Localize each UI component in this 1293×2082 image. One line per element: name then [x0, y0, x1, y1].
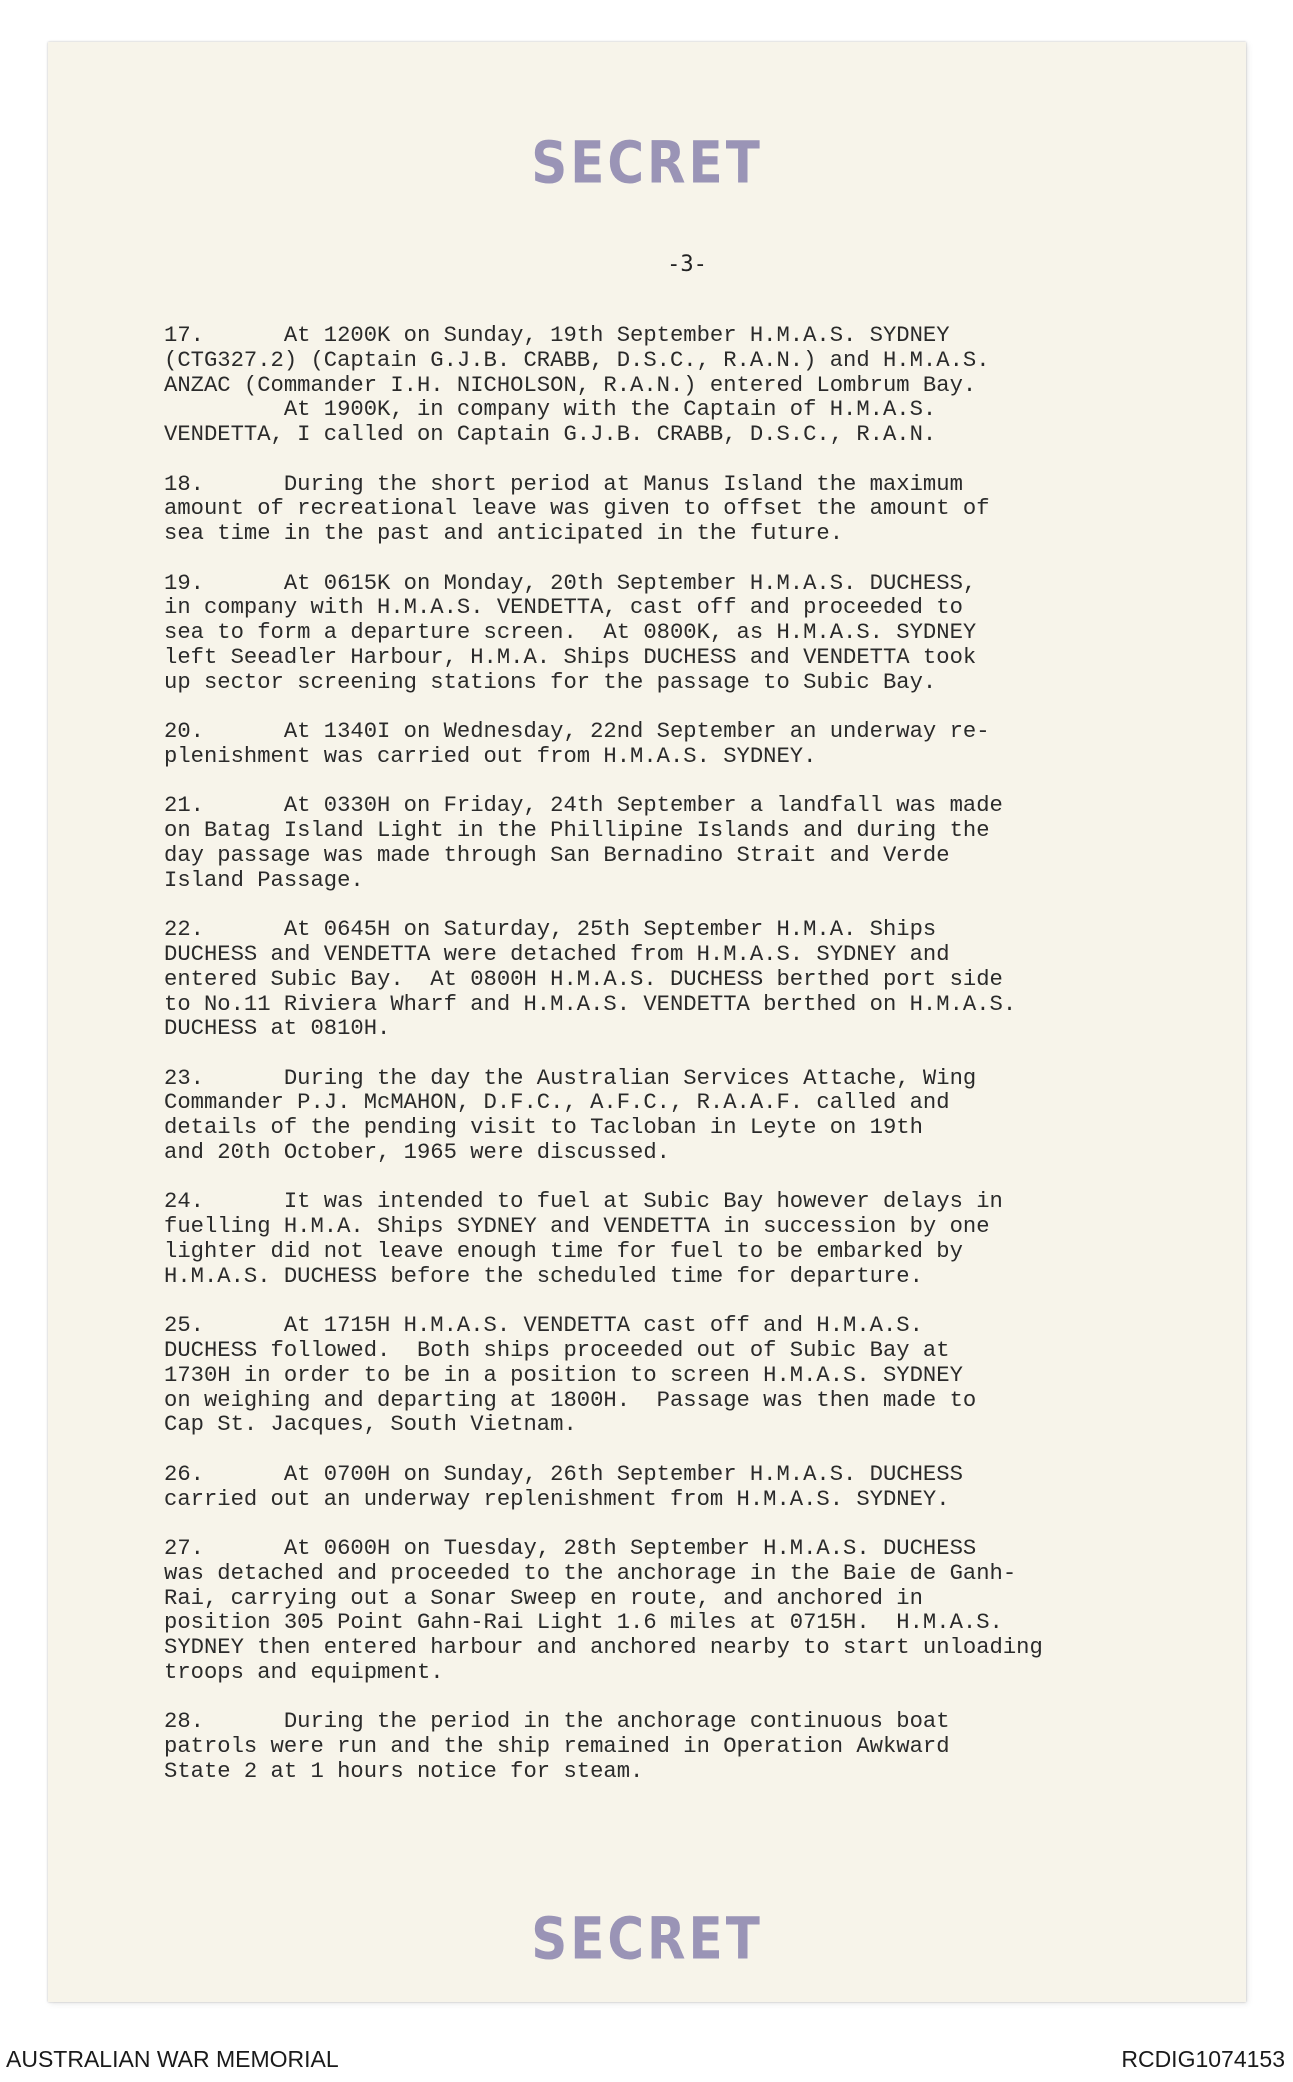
paragraph-line: fuelling H.M.A. Ships SYDNEY and VENDETTA in succession by one: [164, 1214, 990, 1240]
paragraph-17: [164, 324, 1184, 448]
page-number: -3-: [667, 252, 707, 277]
paragraph-27: [164, 1537, 1184, 1686]
paragraph-line: in company with H.M.A.S. VENDETTA, cast off and proceeded to: [164, 595, 963, 621]
paragraph-line: 21. At 0330H on Friday, 24th September a landfall was made: [164, 793, 1003, 819]
paragraph-line: 27. At 0600H on Tuesday, 28th September H.M.A.S. DUCHESS: [164, 1536, 977, 1562]
paragraph-line: 28. During the period in the anchorage continuous boat: [164, 1709, 950, 1735]
paragraph-line: 25. At 1715H H.M.A.S. VENDETTA cast off and H.M.A.S.: [164, 1313, 923, 1339]
paragraph-line: ANZAC (Commander I.H. NICHOLSON, R.A.N.) entered Lombrum Bay.: [164, 372, 977, 398]
footer-institution: AUSTRALIAN WAR MEMORIAL: [6, 2046, 339, 2072]
secret-stamp-bottom: SECRET: [531, 1905, 763, 1973]
paragraph-line: (CTG327.2) (Captain G.J.B. CRABB, D.S.C., R.A.N.) and H.M.A.S.: [164, 347, 990, 373]
paragraph-line: 26. At 0700H on Sunday, 26th September H.M.A.S. DUCHESS: [164, 1461, 963, 1487]
paragraph-line: 22. At 0645H on Saturday, 25th September H.M.A. Ships: [164, 917, 937, 943]
paragraph-26: [164, 1463, 1184, 1513]
paragraph-line: day passage was made through San Bernadino Strait and Verde: [164, 842, 950, 868]
paragraph-line: Commander P.J. McMAHON, D.F.C., A.F.C., R.A.A.F. called and: [164, 1090, 950, 1116]
paragraph-25: [164, 1314, 1184, 1438]
paragraph-line: to No.11 Riviera Wharf and H.M.A.S. VENDETTA berthed on H.M.A.S.: [164, 991, 1017, 1017]
paragraph-line: amount of recreational leave was given to offset the amount of: [164, 496, 990, 522]
paragraph-line: DUCHESS and VENDETTA were detached from H.M.A.S. SYDNEY and: [164, 941, 950, 967]
paragraph-line: DUCHESS followed. Both ships proceeded out of Subic Bay at: [164, 1338, 950, 1364]
paragraph-line: entered Subic Bay. At 0800H H.M.A.S. DUCHESS berthed port side: [164, 966, 1003, 992]
paragraph-line: carried out an underway replenishment from H.M.A.S. SYDNEY.: [164, 1486, 950, 1512]
paragraph-line: troops and equipment.: [164, 1660, 444, 1685]
paragraph-line: VENDETTA, I called on Captain G.J.B. CRABB, D.S.C., R.A.N.: [164, 422, 937, 448]
paragraph-line: up sector screening stations for the passage to Subic Bay.: [164, 669, 937, 695]
paragraph-line: position 305 Point Gahn-Rai Light 1.6 miles at 0715H. H.M.A.S.: [164, 1610, 1003, 1636]
paragraph-line: 20. At 1340I on Wednesday, 22nd September an underway re-: [164, 719, 990, 745]
footer-record-id: RCDIG1074153: [1121, 2046, 1285, 2072]
paragraph-21: [164, 794, 1184, 893]
paragraph-20: [164, 720, 1184, 770]
paragraph-line: on weighing and departing at 1800H. Passage was then made to: [164, 1387, 977, 1413]
paragraph-line: 24. It was intended to fuel at Subic Bay however delays in: [164, 1189, 1003, 1215]
paragraph-line: patrols were run and the ship remained in Operation Awkward: [164, 1734, 950, 1760]
paragraph-line: plenishment was carried out from H.M.A.S. SYDNEY.: [164, 743, 817, 769]
paragraph-line: At 1900K, in company with the Captain of H.M.A.S.: [164, 397, 937, 423]
paragraph-22: [164, 918, 1184, 1042]
paragraph-line: State 2 at 1 hours notice for steam.: [164, 1758, 644, 1784]
document-body: [164, 324, 1184, 1809]
paragraph-line: on Batag Island Light in the Phillipine Islands and during the: [164, 818, 990, 844]
paragraph-line: lighter did not leave enough time for fuel to be embarked by: [164, 1239, 963, 1265]
paragraph-line: H.M.A.S. DUCHESS before the scheduled time for departure.: [164, 1263, 923, 1289]
paragraph-line: SYDNEY then entered harbour and anchored nearby to start unloading: [164, 1635, 1043, 1661]
paragraph-line: sea time in the past and anticipated in the future.: [164, 521, 844, 547]
paragraph-28: [164, 1710, 1184, 1784]
paragraph-line: sea to form a departure screen. At 0800K, as H.M.A.S. SYDNEY: [164, 620, 977, 646]
paragraph-line: 23. During the day the Australian Services Attache, Wing: [164, 1065, 977, 1091]
secret-stamp-top: SECRET: [531, 129, 763, 197]
paragraph-line: Island Passage.: [164, 867, 364, 893]
paragraph-line: details of the pending visit to Tacloban in Leyte on 19th: [164, 1115, 923, 1141]
paragraph-line: was detached and proceeded to the anchorage in the Baie de Ganh-: [164, 1560, 1017, 1586]
paragraph-24: [164, 1190, 1184, 1289]
paragraph-line: 19. At 0615K on Monday, 20th September H.M.A.S. DUCHESS,: [164, 570, 977, 596]
paragraph-line: 1730H in order to be in a position to screen H.M.A.S. SYDNEY: [164, 1362, 963, 1388]
paragraph-line: and 20th October, 1965 were discussed.: [164, 1140, 670, 1166]
document-page: [48, 42, 1246, 2002]
paragraph-23: [164, 1067, 1184, 1166]
paragraph-18: [164, 473, 1184, 547]
paragraph-line: left Seeadler Harbour, H.M.A. Ships DUCHESS and VENDETTA took: [164, 644, 977, 670]
paragraph-line: Cap St. Jacques, South Vietnam.: [164, 1412, 577, 1438]
paragraph-19: [164, 572, 1184, 696]
paragraph-line: 17. At 1200K on Sunday, 19th September H.M.A.S. SYDNEY: [164, 323, 950, 348]
paragraph-line: 18. During the short period at Manus Island the maximum: [164, 471, 963, 497]
paragraph-line: DUCHESS at 0810H.: [164, 1016, 391, 1042]
paragraph-line: Rai, carrying out a Sonar Sweep en route, and anchored in: [164, 1585, 923, 1611]
